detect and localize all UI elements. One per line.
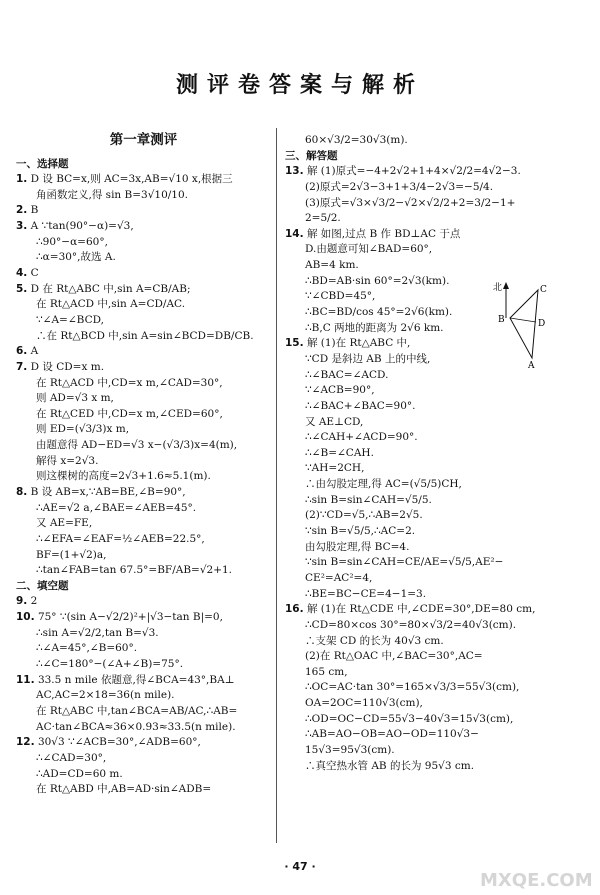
page-number: · 47 ·	[284, 860, 316, 873]
question-number: 1.	[16, 173, 28, 186]
answer-line	[285, 666, 585, 680]
right-answers-part1	[285, 134, 585, 148]
answer-line	[16, 423, 271, 437]
perpendicular-bd	[510, 318, 536, 322]
answer-line	[16, 658, 271, 672]
answer-text: D.由题意可知∠BAD=60°,	[305, 243, 433, 256]
answer-line	[285, 760, 585, 774]
answer-line	[16, 768, 271, 782]
answer-text: D 设 BC=x,则 AC=3x,AB=√10 x,根据三	[27, 173, 233, 186]
answer-line	[285, 400, 585, 414]
answer-text: 165 cm,	[305, 665, 348, 678]
triangle-abc	[510, 290, 538, 358]
question-number: 4.	[16, 267, 28, 280]
question-number: 3.	[16, 220, 28, 233]
right-answers-part2	[285, 165, 585, 773]
label-c: C	[540, 285, 547, 295]
answer-text: 60×√3/2=30√3(m).	[305, 134, 408, 146]
answer-text: ∴B,C 两地的距离为 2√6 km.	[305, 321, 444, 334]
watermark-logo	[476, 846, 594, 892]
answer-text: 又 AE=FE,	[36, 517, 93, 530]
answer-text: (2)∵CD=√5,∴AB=2√5.	[305, 509, 423, 522]
answer-line	[16, 705, 271, 719]
question-number: 8.	[16, 486, 28, 498]
question-number: 12.	[16, 736, 35, 749]
question-number: 13.	[285, 165, 304, 178]
answer-text: 15√3=95√3(cm).	[305, 743, 395, 756]
north-label: 北	[493, 283, 503, 293]
question-number: 2.	[16, 204, 28, 217]
question-number: 11.	[16, 673, 35, 686]
answer-line	[285, 197, 585, 211]
answer-text: 解得 x=2√3.	[36, 454, 99, 467]
answer-line	[285, 713, 585, 727]
answer-text: ∴在 Rt△BCD 中,sin A=sin∠BCD=DB/CB.	[36, 329, 254, 342]
answer-text: ∵∠A=∠BCD,	[36, 313, 104, 326]
answer-line	[285, 259, 585, 273]
answer-text: ∴sin B=sin∠CAH=√5/5.	[305, 493, 432, 506]
answer-text: 由题意得 AD−ED=√3 x−(√3/3)x=4(m),	[36, 439, 238, 452]
answer-text: 则 AD=√3 x m,	[36, 392, 114, 405]
answer-line	[285, 212, 585, 226]
answer-line	[285, 384, 585, 398]
answer-text: (2)在 Rt△OAC 中,∠BAC=30°,AC=	[305, 650, 483, 663]
section-heading-fill: 二、填空题	[16, 579, 69, 592]
answer-line	[285, 478, 585, 492]
answer-line	[16, 470, 271, 484]
answer-text: BF=(1+√2)a,	[36, 548, 107, 561]
answer-text: 则 ED=(√3/3)x m,	[36, 423, 130, 436]
answer-line	[16, 627, 271, 641]
answer-line	[16, 486, 271, 500]
answer-line	[16, 517, 271, 531]
answer-line	[16, 736, 271, 750]
answer-text: ∵∠CBD=45°,	[305, 290, 376, 303]
answer-text: ∴AD=CD=60 m.	[36, 767, 123, 780]
answer-line	[285, 416, 585, 430]
answer-text: AC·tan∠BCA≈36×0.93≈33.5(n mile).	[36, 720, 236, 733]
answer-text: ∴支架 CD 的长为 40√3 cm.	[305, 634, 444, 647]
answer-line	[285, 525, 585, 539]
answer-line	[16, 611, 271, 625]
answer-text: 75° ∵(sin A−√2/2)²+|√3−tan B|=0,	[34, 611, 223, 624]
answer-text: ∵CD 是斜边 AB 上的中线,	[305, 352, 431, 365]
question-number: 10.	[16, 611, 35, 624]
answer-text: 又 AE⊥CD,	[305, 415, 364, 428]
answer-text: OA=2OC=110√3(cm),	[305, 697, 423, 710]
section-heading-choice: 一、选择题	[16, 157, 69, 170]
answer-text: CE²=AC²=4,	[305, 571, 373, 584]
answer-text: A ∵tan(90°−α)=√3,	[27, 220, 134, 233]
right-column	[285, 132, 585, 852]
answer-text: ∴∠EFA=∠EAF=½∠AEB=22.5°,	[36, 532, 205, 545]
answer-text: AC,AC=2×18=36(n mile).	[36, 689, 175, 702]
answer-text: 在 Rt△ACD 中,CD=x m,∠CAD=30°,	[36, 376, 223, 389]
north-arrow-icon	[503, 282, 509, 289]
question-number: 15.	[285, 337, 304, 350]
answer-line	[16, 783, 271, 797]
answer-line	[285, 165, 585, 179]
answer-line	[16, 236, 271, 250]
answer-text: ∴真空热水管 AB 的长为 95√3 cm.	[305, 759, 475, 772]
question-number: 7.	[16, 360, 28, 373]
answer-line	[285, 744, 585, 758]
answer-line	[16, 502, 271, 516]
answer-text: 在 Rt△ABD 中,AB=AD·sin∠ADB=	[36, 783, 212, 796]
answer-text: ∴CD=80×cos 30°=80×√3/2=40√3(cm).	[305, 618, 517, 631]
answer-line	[16, 251, 271, 265]
answer-line	[16, 173, 271, 187]
answer-text: (2)原式=2√3−3+1+3/4−2√3=−5/4.	[305, 180, 494, 193]
answer-text: ∴∠B=∠CAH.	[305, 446, 374, 459]
answer-text: A	[27, 345, 39, 358]
answer-line	[16, 298, 271, 312]
left-answers-part1	[16, 173, 271, 578]
answer-text: ∴∠BAC+∠BAC=90°.	[305, 399, 416, 412]
answer-line	[16, 721, 271, 735]
answer-line	[285, 556, 585, 570]
chapter-heading: 第一章测评	[109, 132, 178, 148]
answer-line	[16, 439, 271, 453]
answer-text: ∵sin B=sin∠CAH=CE/AE=√5/5,AE²−	[305, 556, 504, 569]
answer-line	[16, 408, 271, 422]
answer-text: AB=4 km.	[305, 259, 359, 272]
answer-text: B	[27, 204, 39, 217]
answer-line	[16, 392, 271, 406]
answer-text: ∴∠CAH+∠ACD=90°.	[305, 431, 418, 444]
answer-text: ∴∠A=45°,∠B=60°.	[36, 642, 138, 655]
answer-line	[285, 494, 585, 508]
answer-line	[16, 549, 271, 563]
question-number: 16.	[285, 603, 304, 616]
question-number: 9.	[16, 595, 28, 608]
answer-text: B 设 AB=x,∵AB=BE,∠B=90°,	[27, 486, 186, 498]
answer-text: 33.5 n mile 依题意,得∠BCA=43°,BA⊥	[34, 673, 235, 686]
answer-line	[285, 619, 585, 633]
answer-line	[16, 642, 271, 656]
answer-line	[16, 204, 271, 218]
answer-text: 解 如图,过点 B 作 BD⊥AC 于点	[303, 227, 461, 240]
answer-line	[285, 447, 585, 461]
answer-line	[285, 541, 585, 555]
answer-line	[285, 728, 585, 742]
answer-line	[285, 181, 585, 195]
answer-line	[285, 588, 585, 602]
answer-text: ∴α=30°,故选 A.	[36, 251, 116, 264]
answer-line	[285, 681, 585, 695]
answer-text: ∴∠C=180°−(∠A+∠B)=75°.	[36, 658, 184, 671]
answer-text: ∴tan∠FAB=tan 67.5°=BF/AB=√2+1.	[36, 564, 233, 577]
answer-line	[16, 377, 271, 391]
answer-text: ∴90°−α=60°,	[36, 235, 108, 248]
answer-line	[16, 752, 271, 766]
answer-line	[16, 220, 271, 234]
answer-text: 解 (1)在 Rt△ABC 中,	[303, 337, 411, 350]
label-a: A	[528, 361, 535, 370]
direction-diagram	[490, 278, 552, 370]
answer-text: 2=5/2.	[305, 212, 341, 225]
answer-text: 30√3 ∵∠ACB=30°,∠ADB=60°,	[34, 736, 201, 749]
section-heading-solve: 三、解答题	[285, 149, 338, 162]
watermark-text: MXQE.COM	[480, 870, 593, 891]
answer-line	[285, 650, 585, 664]
answer-text: 解 (1)原式=−4+2√2+1+4×√2/2=4√2−3.	[303, 165, 521, 178]
answer-line	[16, 267, 271, 281]
answer-text: ∴OD=OC−CD=55√3−40√3=15√3(cm),	[305, 712, 514, 725]
answer-line	[285, 134, 585, 148]
answer-line	[16, 345, 271, 359]
answer-line	[285, 635, 585, 649]
answer-text: ∴OC=AC·tan 30°=165×√3/3=55√3(cm),	[305, 681, 520, 694]
answer-text: ∴BE=BC−CE=4−1=3.	[305, 587, 427, 600]
answer-text: ∵AH=2CH,	[305, 462, 365, 475]
answer-line	[285, 369, 585, 383]
answer-text: ∵∠ACB=90°,	[305, 384, 375, 397]
answer-line	[16, 689, 271, 703]
answer-line	[16, 189, 271, 203]
left-column	[16, 132, 271, 852]
answer-text: 由勾股定理,得 BC=4.	[305, 540, 410, 553]
answer-text: 则这棵树的高度=2√3+1.6≈5.1(m).	[36, 470, 211, 483]
answer-line	[285, 243, 585, 257]
answer-line	[16, 330, 271, 344]
answer-line	[16, 361, 271, 375]
answer-text: ∴∠CAD=30°,	[36, 751, 107, 764]
answer-line	[16, 283, 271, 297]
answer-line	[285, 431, 585, 445]
label-b: B	[498, 315, 505, 325]
answer-line	[285, 228, 585, 242]
question-number: 14.	[285, 227, 304, 240]
answer-text: D 设 CD=x m.	[27, 360, 105, 373]
answer-line	[16, 455, 271, 469]
answer-line	[16, 595, 271, 609]
answer-line	[285, 697, 585, 711]
answer-text: C	[27, 267, 39, 280]
column-divider	[276, 128, 277, 843]
answer-text: ∴AE=√2 a,∠BAE=∠AEB=45°.	[36, 501, 197, 514]
answer-text: ∵sin B=√5/5,∴AC=2.	[305, 525, 416, 538]
answer-line	[285, 603, 585, 617]
left-answers-part2	[16, 595, 271, 796]
answer-text: ∴BD=AB·sin 60°=2√3(km).	[305, 274, 450, 287]
answer-text: 解 (1)在 Rt△CDE 中,∠CDE=30°,DE=80 cm,	[303, 603, 536, 616]
answer-line	[16, 674, 271, 688]
answer-line	[285, 572, 585, 586]
answer-line	[16, 564, 271, 578]
answer-text: ∴BC=BD/cos 45°=2√6(km).	[305, 306, 453, 319]
answer-text: 在 Rt△CED 中,CD=x m,∠CED=60°,	[36, 407, 223, 420]
answer-line	[16, 533, 271, 547]
answer-text: ∴sin A=√2/2,tan B=√3.	[36, 626, 159, 639]
answer-text: 2	[27, 595, 38, 608]
answer-text: ∴由勾股定理,得 AC=(√5/5)CH,	[305, 478, 462, 491]
answer-text: 角函数定义,得 sin B=3√10/10.	[36, 188, 189, 201]
question-number: 5.	[16, 282, 28, 295]
label-d: D	[538, 319, 546, 329]
answer-line	[285, 509, 585, 523]
answer-line	[285, 462, 585, 476]
page-title: 测评卷答案与解析	[175, 73, 424, 98]
answer-text: 在 Rt△ABC 中,tan∠BCA=AB/AC,∴AB=	[36, 704, 238, 717]
question-number: 6.	[16, 345, 28, 358]
answer-text: 在 Rt△ACD 中,sin A=CD/AC.	[36, 298, 186, 311]
answer-text: D 在 Rt△ABC 中,sin A=CB/AB;	[27, 282, 191, 295]
answer-line	[16, 314, 271, 328]
answer-text: ∴AB=AO−OB=AO−OD=110√3−	[305, 728, 479, 741]
answer-text: (3)原式=√3×√3/2−√2×√2/2+2=3/2−1+	[305, 196, 516, 209]
answer-text: ∴∠BAC=∠ACD.	[305, 368, 389, 381]
